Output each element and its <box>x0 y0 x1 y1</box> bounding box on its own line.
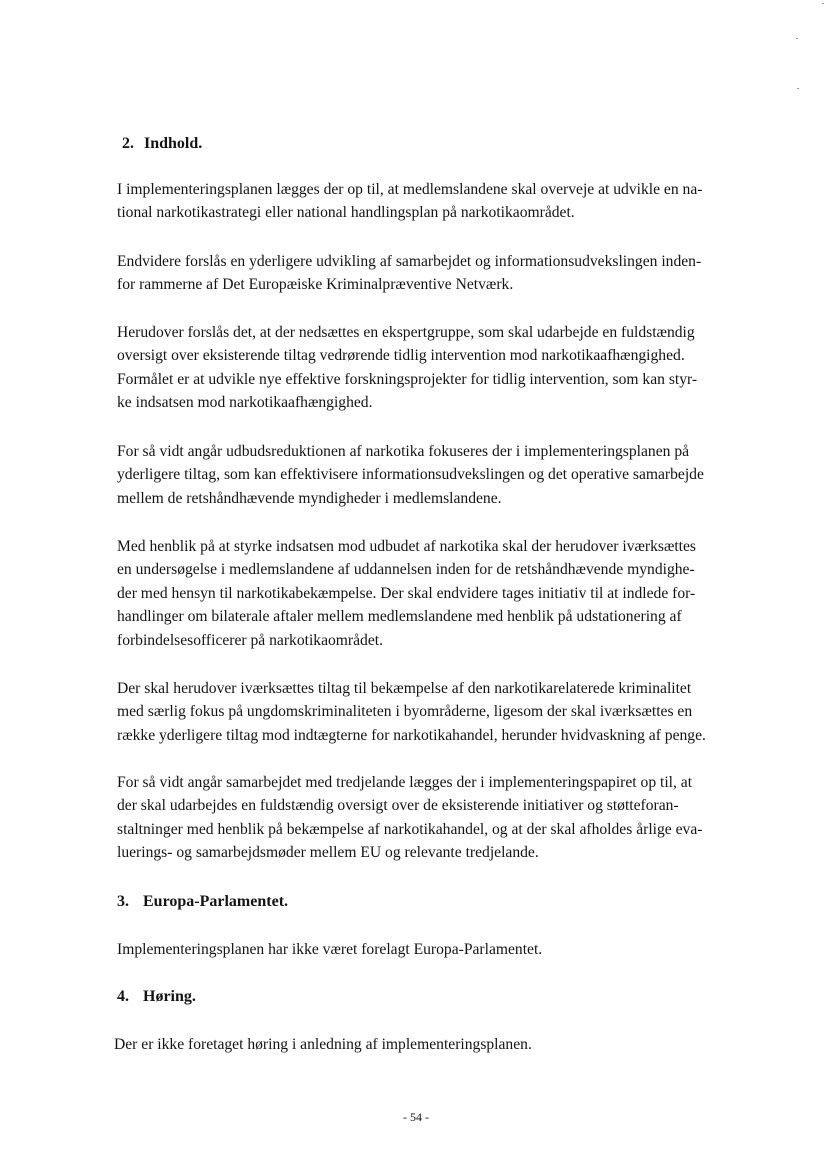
text-line: staltninger med henblik på bekæmpelse af narkotikahandel, og at der skal afholdes årlige eva- <box>117 820 703 838</box>
text-line: Der skal herudover iværksættes tiltag til bekæmpelse af den narkotikarelaterede kriminalitet <box>117 680 692 697</box>
text-line: forbindelsesofficerer på narkotikaområdet. <box>117 631 383 649</box>
text-line: en undersøgelse i medlemslandene af uddannelsen inden for de retshåndhævende myndighe- <box>117 561 695 579</box>
paragraph-4 <box>117 440 704 510</box>
scan-speck <box>796 38 798 39</box>
section-number: 2. <box>122 135 134 152</box>
section-heading-europa-parlamentet <box>117 892 288 912</box>
text-line: For så vidt angår udbudsreduktionen af narkotika fokuseres der i implementeringsplanen på <box>117 443 690 460</box>
text-line: for rammerne af Det Europæiske Kriminalpræventive Netværk. <box>117 276 514 294</box>
text-line: I implementeringsplanen lægges der op til, at medlemslandene skal overveje at udvikle en na- <box>117 181 703 198</box>
scan-speck <box>797 88 799 89</box>
paragraph-2 <box>117 250 701 297</box>
text-line: luerings- og samarbejdsmøder mellem EU og relevante tredjelande. <box>117 844 539 862</box>
text-line: Med henblik på at styrke indsatsen mod udbudet af narkotika skal der herudover iværksættes <box>117 538 697 555</box>
text-line: yderligere tiltag, som kan effektivisere informationsudvekslingen og det operative samarbejde <box>117 466 704 484</box>
text-line: Der er ikke foretaget høring i anledning af implementeringsplanen. <box>114 1036 532 1053</box>
text-line: handlinger om bilaterale aftaler mellem medlemslandene med henblik på udstationering af <box>117 608 682 626</box>
section-number: 3. <box>117 893 129 910</box>
section-heading-horing <box>117 987 196 1007</box>
paragraph-9 <box>114 1033 532 1056</box>
section-title: Indhold. <box>144 135 203 152</box>
text-line: For så vidt angår samarbejdet med tredjelande lægges der i implementeringspapiret op til, at <box>117 774 693 791</box>
text-line: række yderligere tiltag mod indtægterne for narkotikahandel, herunder hvidvaskning af penge. <box>117 726 706 744</box>
section-number: 4. <box>117 988 129 1005</box>
paragraph-7 <box>117 771 702 865</box>
section-heading-indhold <box>122 134 202 154</box>
text-line: der skal udarbejdes en fuldstændig oversigt over de eksisterende initiativer og støtteforan- <box>117 797 679 815</box>
text-line: der med hensyn til narkotikabekæmpelse. Der skal endvidere tages initiativ til at indlede for- <box>117 584 696 602</box>
section-title: Europa-Parlamentet. <box>143 893 289 910</box>
text-line: tional narkotikastrategi eller national handlingsplan på narkotikaområdet. <box>117 204 575 222</box>
scan-speck <box>822 3 824 4</box>
paragraph-6 <box>117 677 706 747</box>
text-line: Herudover forslås det, at der nedsættes en ekspertgruppe, som skal udarbejde en fuldstændig <box>117 324 695 341</box>
text-line: ke indsatsen mod narkotikaafhængighed. <box>117 394 373 412</box>
text-line: Endvidere forslås en yderligere udvikling af samarbejdet og informationsudvekslingen inden- <box>117 253 702 270</box>
text-line: oversigt over eksisterende tiltag vedrørende tidlig intervention mod narkotikaafhængighed. <box>117 347 685 365</box>
paragraph-1 <box>117 178 702 225</box>
paragraph-8 <box>117 938 542 961</box>
page-number: - 54 - <box>403 1110 429 1124</box>
text-line: Implementeringsplanen har ikke været forelagt Europa-Parlamentet. <box>117 941 543 958</box>
section-title: Høring. <box>143 988 196 1005</box>
text-line: med særlig fokus på ungdomskriminaliteten i byområderne, ligesom der skal iværksættes en <box>117 703 693 721</box>
paragraph-5 <box>117 535 696 652</box>
text-line: Formålet er at udvikle nye effektive forskningsprojekter for tidlig intervention, som kan styr- <box>117 370 698 388</box>
paragraph-3 <box>117 321 697 415</box>
text-line: mellem de retshåndhævende myndigheder i medlemslandene. <box>117 489 502 507</box>
